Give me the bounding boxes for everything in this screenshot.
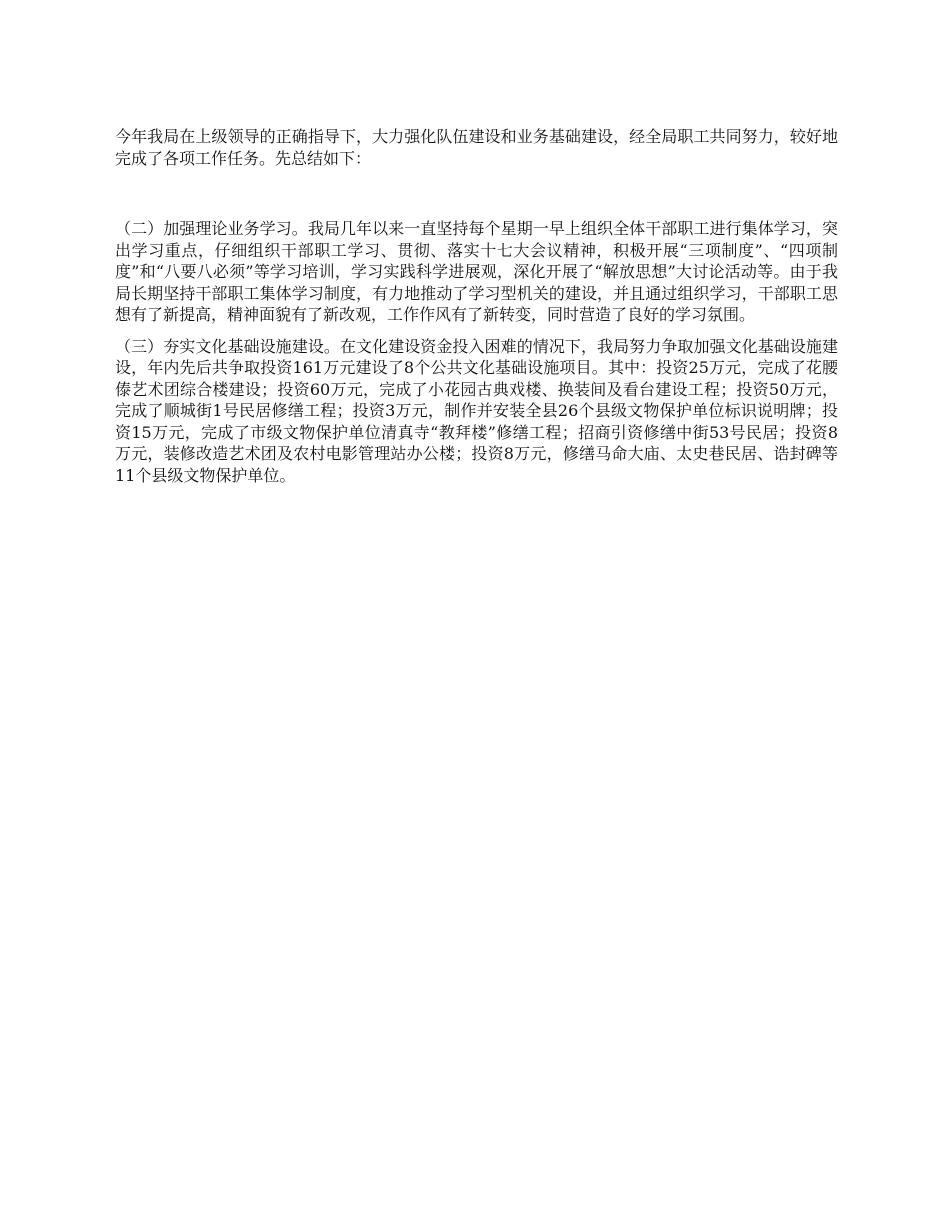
section-three-paragraph: （三）夯实文化基础设施建设。在文化建设资金投入困难的情况下，我局努力争取加强文化基础设施建设，年内先后共争取投资161万元建设了8个公共文化基础设施项目。其中：投资25万元，完成了花腰傣艺术团综合楼建设；投资60万元，完成了小花园古典戏楼、换装间及看台建设工程；投资50万元，完成了顺城街1号民居修缮工程；投资3万元，制作并安装全县26个县级文物保护单位标识说明牌；投资15万元，完成了市级文物保护单位清真寺“教拜楼”修缮工程；招商引资修缮中街53号民居；投资8万元，装修改造艺术团及农村电影管理站办公楼；投资8万元，修缮马命大庙、太史巷民居、诰封碑等11个县级文物保护单位。 bbox=[115, 336, 838, 485]
section-two-paragraph: （二）加强理论业务学习。我局几年以来一直坚持每个星期一早上组织全体干部职工进行集体学习，突出学习重点，仔细组织干部职工学习、贯彻、落实十七大会议精神，积极开展“三项制度”、“四项制度”和“八要八必须”等学习培训，学习实践科学进展观，深化开展了“解放思想”大讨论活动等。由于我局长期坚持干部职工集体学习制度，有力地推动了学习型机关的建设，并且通过组织学习，干部职工思想有了新提高，精神面貌有了新改观，工作作风有了新转变，同时营造了良好的学习氛围。 bbox=[115, 219, 838, 324]
document-body bbox=[115, 126, 838, 486]
intro-paragraph: 今年我局在上级领导的正确指导下，大力强化队伍建设和业务基础建设，经全局职工共同努力，较好地完成了各项工作任务。先总结如下： bbox=[115, 127, 838, 168]
